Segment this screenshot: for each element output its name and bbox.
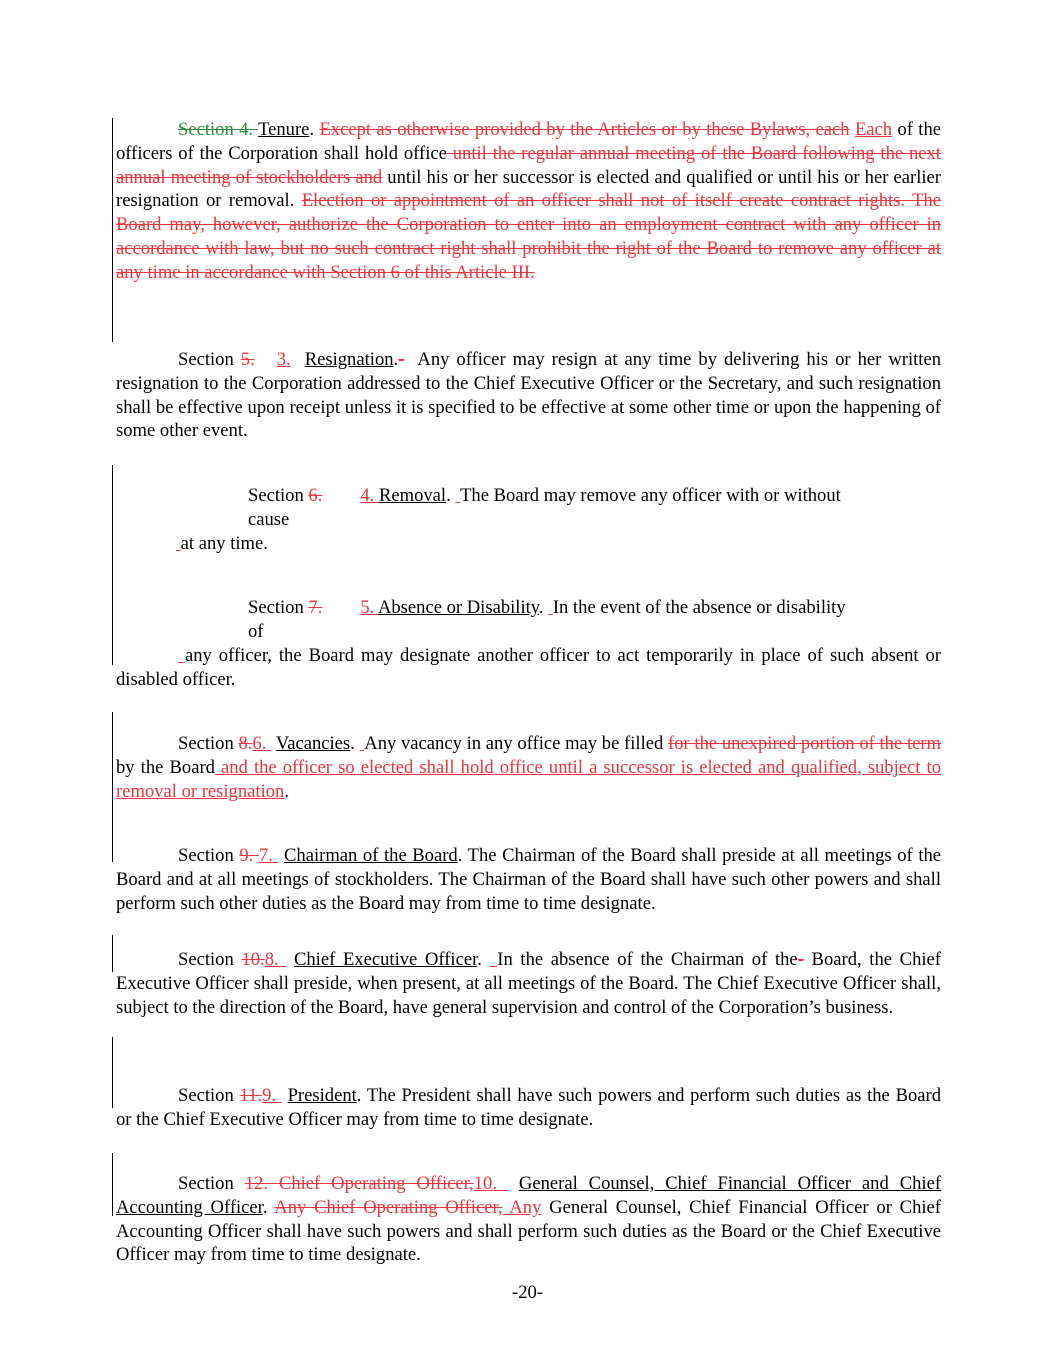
body-text: of the officers of the Corporation shall hold office (116, 119, 941, 164)
body-text: cause (248, 508, 290, 530)
page-number: -20- (512, 1282, 543, 1303)
section-number-inserted: 7. (258, 845, 279, 866)
section-number-deleted: 5. (240, 349, 255, 370)
section-number-inserted: 10. (473, 1173, 508, 1194)
section-title: Resignation (304, 349, 394, 370)
section-chairman: Section 9. 7. Chairman of the Board. The Chairman of the Board shall preside at all meetings of the Board and at all meetings of stockholders. The Chairman of the Board shall have such other powers and shall perform such other duties as the Board may from time to time designate. (116, 845, 942, 914)
section-title: Removal (378, 485, 447, 506)
change-bar (112, 712, 113, 862)
section-title-continued: and Chief Accounting Officer (116, 1173, 942, 1218)
section-title: Chairman of the Board (284, 845, 458, 866)
inserted-text: Any (502, 1196, 542, 1218)
inserted-text: Each (854, 119, 893, 140)
section-number-deleted: 8. (238, 733, 253, 754)
section-ceo: Section 10.8. Chief Executive Officer. In the absence of the Chairman of the- Board, the Chief Executive Officer shall preside, when present, at all meetings of the Board. The Chief Executive Officer shall, subject to the direction of the Board, have general supervision and control of the Corporation’s business. (116, 949, 941, 1018)
section-absence-continued (116, 644, 941, 692)
section-president: Section 11.9. President. The President shall have such powers and perform such duties as the Board or the Chief Executive Officer may from time to time designate. (116, 1085, 942, 1130)
body-text: General Counsel, Chief Financial Officer or Chief Accounting Officer shall have such powers and shall perform such duties as the Board or the Chief Executive Officer may from time to time designate. (116, 1196, 941, 1266)
body-text: Board, the Chief Executive Officer shall preside, when present, at all meetings of the Board. The Chief Executive Officer shall, subject to the direction of the Board, have general supervision and control of the Corporation’s business. (116, 949, 941, 1018)
body-text: Any officer may resign at any time by delivering his or her written resignation to the Corporation addressed to the Chief Executive Officer or the Secretary, and such resignation shall be effective upon receipt unless it is specified to be effective at some other time or upon the happening of some other event. (116, 349, 942, 442)
section-removal: Section 6. 4. Removal. The Board may remove any officer with or without cause (248, 484, 928, 532)
section-number-deleted: 12. Chief Operating Officer, (244, 1173, 474, 1194)
change-bar (112, 118, 113, 342)
section-number-deleted: Section 4. (178, 119, 259, 140)
deleted-text: until the regular annual meeting of the Board following the next annual meeting of stockholders and (116, 142, 941, 188)
section-number-inserted: 9. (262, 1085, 282, 1106)
section-title: Tenure (258, 119, 310, 140)
body-text: any officer, the Board may designate another officer to act temporarily in place of such absent or disabled officer. (116, 645, 941, 690)
section-number-deleted: 9. (239, 845, 259, 866)
section-title: Absence or Disability (377, 597, 539, 618)
section-general-counsel: Section 12. Chief Operating Officer,10. General Counsel, Chief Financial Officer and Chief Accounting Officer. Any Chief Operating Officer, Any General Counsel, Chief Financial Officer or Chief Accounting Officer shall have such powers and shall perform such duties as the Board or the Chief Executive Officer may from time to time designate. (116, 1173, 942, 1266)
section-tenure: Section 4. Tenure. Except as otherwise provided by the Articles or by these Bylaws, each Each of the officers of the Corporation shall hold office until the regular annual meeting of the Board following the next annual meeting of stockholders and until his or her successor is elected and qualified or until his or her earlier resignation or removal. Election or appointment of an officer shall not of itself create contract rights. The Board may, however, authorize the Corporation to enter into an employment contract with any officer in accordance with law, but no such contract right shall prohibit the right of the Board to remove any officer at any time in accordance with Section 6 of this Article III. (116, 119, 942, 283)
body-text: until his or her successor is elected and qualified or until his or her earlier resignation or removal. (116, 166, 941, 212)
section-number-inserted: 6. (252, 733, 272, 754)
section-number-deleted: 11. (239, 1085, 263, 1106)
section-absence: Section 7. 5. Absence or Disability. In the event of the absence or disability of (248, 596, 938, 644)
body-text: The Board may remove any officer with or without (460, 485, 841, 506)
section-number-inserted: 4. (360, 485, 379, 506)
body-text: The President shall have such powers and perform such duties as the Board or the Chief Executive Officer may from time to time designate. (116, 1085, 942, 1130)
section-number-inserted: 8. (264, 949, 287, 970)
section-vacancies: Section 8.6. Vacancies. Any vacancy in any office may be filled for the unexpired portion of the term by the Board and the officer so elected shall hold office until a successor is elected and qualified, subject to removal or resignation. (116, 733, 942, 802)
section-removal-continued (176, 532, 268, 556)
change-bar (112, 1153, 113, 1216)
body-text: The Chairman of the Board shall preside at all meetings of the Board and at all meetings of stockholders. The Chairman of the Board shall have such other powers and shall perform such other duties as the Board may from time to time designate. (116, 845, 942, 914)
section-number-deleted: 6. (308, 485, 323, 506)
change-bar (112, 935, 113, 972)
body-text: of (248, 620, 264, 642)
section-title: Chief Executive Officer (293, 949, 478, 970)
body-text: In the event of the absence or disability (552, 597, 846, 618)
body-text: by the Board (116, 756, 215, 778)
section-number-deleted: 10. (241, 949, 265, 970)
inserted-text: and the officer so elected shall hold office until a successor is elected and qualified, subject to removal or resignation (116, 756, 941, 802)
section-resignation: Section 5. 3. Resignation.- Any officer may resign at any time by delivering his or her written resignation to the Corporation addressed to the Chief Executive Officer or the Secretary, and such resignation shall be effective upon receipt unless it is specified to be effective at some other time or upon the happening of some other event. (116, 349, 942, 442)
deleted-text: Election or appointment of an officer shall not of itself create contract rights. The Board may, however, authorize the Corporation to enter into an employment contract with any officer in accordance with law, but no such contract right shall prohibit the right of the Board to remove any officer at any time in accordance with Section 6 of this Article III. (116, 190, 942, 283)
body-text: Any vacancy in any office may be filled (364, 733, 669, 754)
section-number-inserted: 5. (360, 597, 378, 618)
deleted-text: Any Chief Operating Officer, (274, 1196, 503, 1218)
change-bar (112, 465, 113, 665)
change-bar (112, 1037, 113, 1108)
body-text: at any time. (180, 533, 268, 554)
section-title: President (287, 1085, 357, 1106)
deleted-text: for the unexpired portion of the term (668, 733, 942, 754)
section-number-deleted: 7. (308, 597, 323, 618)
section-title: General Counsel, Chief Financial Officer (518, 1173, 851, 1194)
section-title: Vacancies (275, 733, 351, 754)
body-text: In the absence of the Chairman of the (497, 949, 798, 970)
deleted-text: Except as otherwise provided by the Articles or by these Bylaws, each (319, 119, 850, 140)
section-number-inserted: 3. (276, 349, 291, 370)
